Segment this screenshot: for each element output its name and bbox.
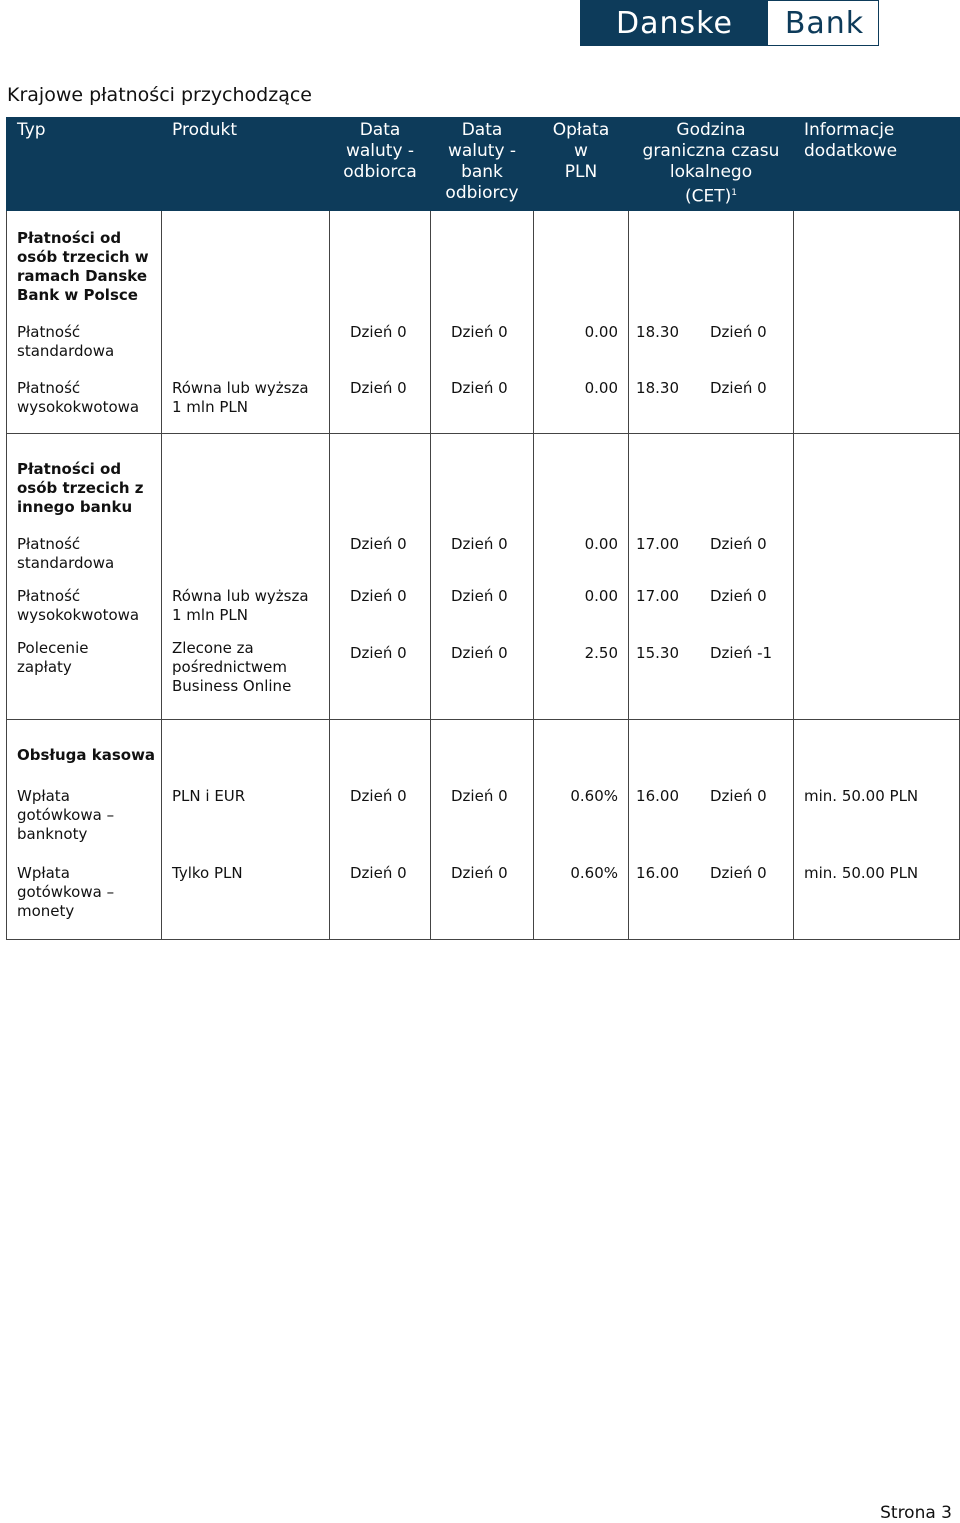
additional-info	[804, 587, 955, 606]
section-label: Płatności od osób trzecich z innego banku	[17, 460, 144, 516]
cutoff-time: 18.30	[636, 379, 679, 397]
cutoff-time: 17.00	[636, 535, 679, 553]
row-product	[162, 323, 329, 361]
danske-bank-logo	[580, 0, 879, 46]
value-date-bank: Dzień 0	[451, 323, 508, 341]
cutoff-day: Dzień 0	[710, 323, 767, 341]
value-date-bank: Dzień 0	[451, 379, 508, 397]
cutoff-time: 18.30	[636, 323, 679, 341]
cell-data-odbiorca	[330, 434, 431, 720]
row-type: Płatność wysokokwotowa	[17, 587, 140, 624]
fee-value: 0.00	[584, 535, 618, 553]
value-date-recipient: Dzień 0	[350, 379, 407, 397]
header-typ: Typ	[7, 118, 162, 211]
footnote-marker: 1	[731, 188, 737, 198]
section-label: Obsługa kasowa	[17, 746, 156, 764]
value-date-recipient: Dzień 0	[350, 864, 407, 882]
cell-data-odbiorca	[330, 720, 431, 940]
row-type: Płatność standardowa	[17, 323, 115, 360]
row-product: Równa lub wyższa 1 mln PLN	[172, 379, 309, 416]
cutoff-day: Dzień -1	[710, 644, 773, 662]
cutoff-day: Dzień 0	[710, 587, 767, 605]
cutoff-day: Dzień 0	[710, 864, 767, 882]
cell-data-odbiorca	[330, 211, 431, 434]
table-body	[7, 211, 960, 940]
page-title: Krajowe płatności przychodzące	[7, 84, 312, 106]
cell-info	[794, 434, 960, 720]
additional-info	[804, 323, 955, 342]
fee-value: 0.00	[584, 379, 618, 397]
additional-info: min. 50.00 PLN	[804, 864, 919, 882]
cell-info	[794, 720, 960, 940]
row-product: PLN i EUR	[172, 787, 246, 805]
cell-info	[794, 211, 960, 434]
cell-typ	[7, 434, 162, 720]
header-oplata: Opłata w PLN	[534, 118, 629, 211]
logo-left-text: Danske	[581, 1, 768, 45]
row-type: Płatność wysokokwotowa	[17, 379, 140, 416]
row-product: Zlecone za pośrednictwem Business Online	[172, 639, 292, 695]
value-date-recipient: Dzień 0	[350, 535, 407, 553]
cutoff-day: Dzień 0	[710, 787, 767, 805]
row-product	[162, 535, 329, 573]
row-product: Równa lub wyższa 1 mln PLN	[172, 587, 309, 624]
section-row	[7, 434, 960, 720]
section-label: Płatności od osób trzecich w ramach Danske Bank w Polsce	[17, 229, 149, 304]
value-date-recipient: Dzień 0	[350, 323, 407, 341]
fee-value: 0.60%	[570, 787, 618, 805]
additional-info: min. 50.00 PLN	[804, 787, 919, 805]
value-date-recipient: Dzień 0	[350, 644, 407, 662]
rates-table	[6, 117, 960, 940]
value-date-bank: Dzień 0	[451, 864, 508, 882]
cell-data-bank	[431, 434, 534, 720]
header-data-bank: Data waluty - bank odbiorcy	[431, 118, 534, 211]
row-type: Polecenie zapłaty	[17, 639, 89, 676]
row-product: Tylko PLN	[172, 864, 243, 882]
value-date-bank: Dzień 0	[451, 587, 508, 605]
cell-data-bank	[431, 211, 534, 434]
row-type: Wpłata gotówkowa – banknoty	[17, 787, 115, 843]
cell-typ	[7, 720, 162, 940]
cutoff-time: 15.30	[636, 644, 679, 662]
header-data-odbiorca: Data waluty - odbiorca	[330, 118, 431, 211]
cell-oplata	[534, 434, 629, 720]
cell-produkt	[162, 211, 330, 434]
cell-oplata	[534, 211, 629, 434]
row-type: Płatność standardowa	[17, 535, 115, 572]
cell-godzina	[629, 720, 794, 940]
row-type: Wpłata gotówkowa – monety	[17, 864, 115, 920]
additional-info	[804, 379, 955, 398]
additional-info	[804, 644, 955, 663]
fee-value: 0.00	[584, 587, 618, 605]
header-info: Informacje dodatkowe	[794, 118, 960, 211]
fee-value: 2.50	[584, 644, 618, 662]
header-godzina: Godzina graniczna czasu lokalnego (CET)$^1$	[629, 118, 794, 211]
value-date-recipient: Dzień 0	[350, 587, 407, 605]
cutoff-day: Dzień 0	[710, 379, 767, 397]
cell-typ	[7, 211, 162, 434]
cell-produkt	[162, 720, 330, 940]
header-row	[7, 118, 960, 211]
cell-oplata	[534, 720, 629, 940]
cutoff-time: 16.00	[636, 787, 679, 805]
cutoff-time: 17.00	[636, 587, 679, 605]
section-row	[7, 211, 960, 434]
value-date-bank: Dzień 0	[451, 644, 508, 662]
header-produkt: Produkt	[162, 118, 330, 211]
page-number: Strona 3	[880, 1503, 952, 1523]
cell-godzina	[629, 434, 794, 720]
fee-value: 0.60%	[570, 864, 618, 882]
value-date-recipient: Dzień 0	[350, 787, 407, 805]
fee-value: 0.00	[584, 323, 618, 341]
value-date-bank: Dzień 0	[451, 787, 508, 805]
cutoff-time: 16.00	[636, 864, 679, 882]
section-row	[7, 720, 960, 940]
cell-godzina	[629, 211, 794, 434]
additional-info	[804, 535, 955, 554]
cutoff-day: Dzień 0	[710, 535, 767, 553]
value-date-bank: Dzień 0	[451, 535, 508, 553]
logo-right-text: Bank	[768, 1, 878, 45]
cell-data-bank	[431, 720, 534, 940]
cell-produkt	[162, 434, 330, 720]
